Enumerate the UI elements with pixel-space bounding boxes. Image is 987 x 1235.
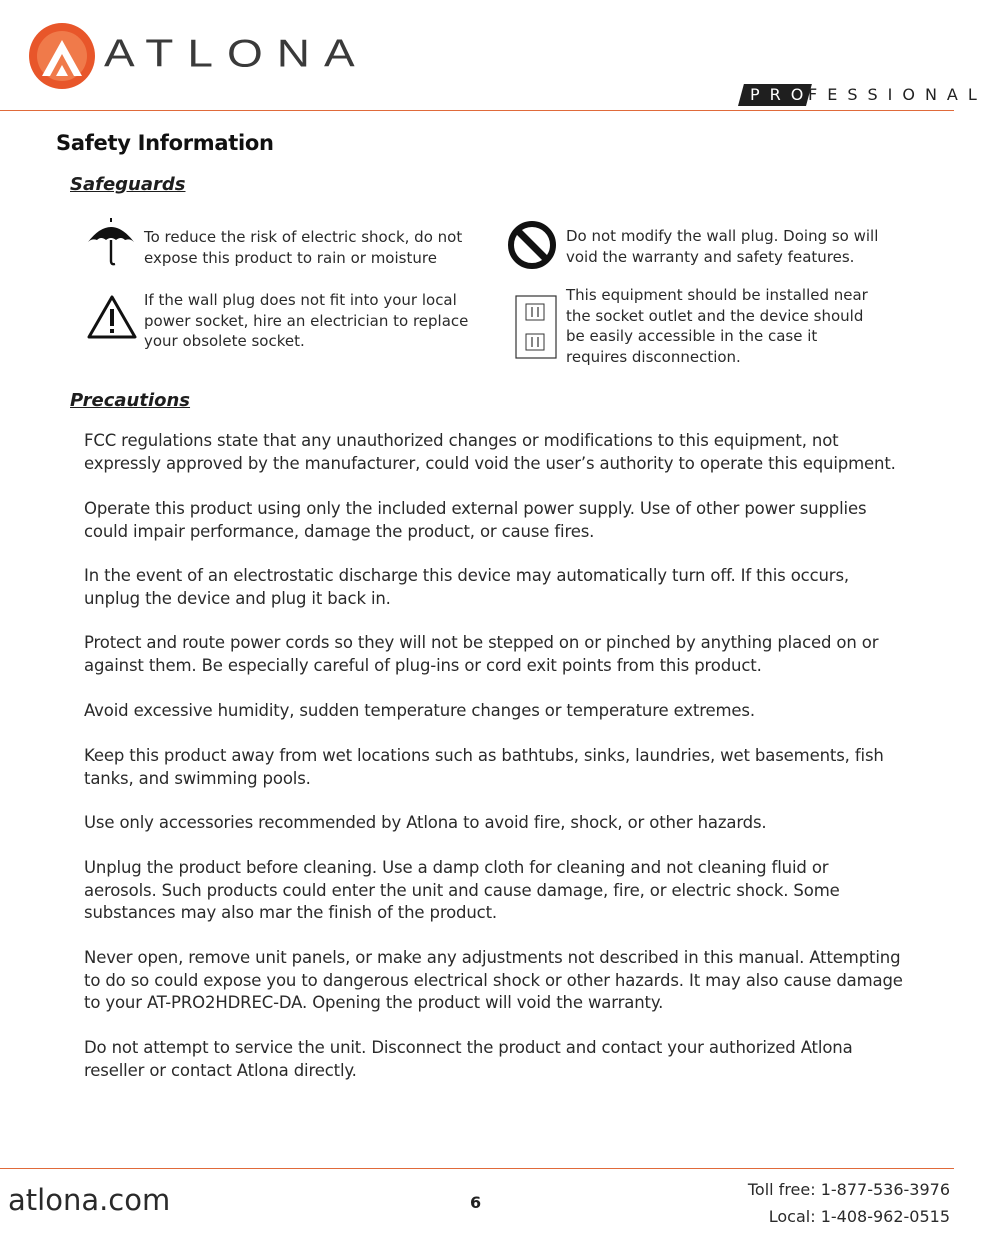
precaution-paragraph: In the event of an electrostatic discharge this device may automatically turn off. If this occurs, unplug the device and plug it back in. — [84, 566, 849, 608]
safeguard-socket-text: If the wall plug does not fit into your local power socket, hire an electrician to replace your obsolete socket. — [144, 291, 469, 350]
page-number: 6 — [470, 1193, 482, 1212]
no-entry-icon — [507, 220, 557, 270]
footer-divider — [0, 1168, 954, 1169]
safeguards-heading: Safeguards — [70, 174, 186, 195]
header-divider — [0, 110, 954, 111]
precaution-paragraph: Operate this product using only the included external power supply. Use of other power supplies could impair performance, damage the product, or cause fires. — [84, 499, 867, 541]
footer-website: atlona.com — [8, 1183, 171, 1217]
warning-icon — [86, 294, 138, 340]
precaution-paragraph: Avoid excessive humidity, sudden temperature changes or temperature extremes. — [84, 701, 755, 720]
local-phone: Local: 1-408-962-0515 — [768, 1207, 950, 1226]
safeguard-rain-text: To reduce the risk of electric shock, do not expose this product to rain or moisture — [144, 228, 463, 267]
precaution-paragraph: Do not attempt to service the unit. Disconnect the product and contact your authorized Atlona reseller or contact Atlona directly. — [84, 1038, 853, 1080]
atlona-logo-mark-icon — [20, 18, 100, 98]
fessional-label: FESSIONAL — [808, 85, 987, 104]
precaution-paragraph: FCC regulations state that any unauthorized changes or modifications to this equipment, not expressly approved by the manufacturer, could void the user’s authority to operate this equipment. — [84, 431, 896, 473]
precaution-paragraph: Never open, remove unit panels, or make any adjustments not described in this manual. Attempting to do so could expose you to dangerous electrical shock or other hazards. It may also cause damage to your AT-PRO2HDREC-DA. Opening the product will void the warranty. — [84, 948, 903, 1012]
page-title: Safety Information — [56, 131, 274, 155]
precaution-paragraph: Use only accessories recommended by Atlona to avoid fire, shock, or other hazards. — [84, 813, 767, 832]
safeguard-wall-plug-text: Do not modify the wall plug. Doing so will void the warranty and safety features. — [566, 227, 879, 266]
toll-free-phone: Toll free: 1-877-536-3976 — [747, 1180, 950, 1199]
pro-label: PRO — [750, 85, 814, 104]
outlet-icon — [515, 295, 557, 359]
brand-wordmark: ATLONA — [104, 30, 369, 76]
umbrella-icon — [86, 218, 136, 268]
precaution-paragraph: Unplug the product before cleaning. Use a damp cloth for cleaning and not cleaning fluid or aerosols. Such products could enter the unit and cause damage, fire, or electric shock. Some substances may also mar the finish of the product. — [84, 858, 840, 922]
precaution-paragraph: Protect and route power cords so they will not be stepped on or pinched by anything placed on or against them. Be especially careful of plug-ins or cord exit points from this product. — [84, 633, 879, 675]
precaution-paragraph: Keep this product away from wet locations such as bathtubs, sinks, laundries, wet basements, fish tanks, and swimming pools. — [84, 746, 884, 788]
safeguard-outlet-text: This equipment should be installed near the socket outlet and the device should be easily accessible in the case it requires disconnection. — [566, 286, 868, 366]
precautions-heading: Precautions — [70, 390, 191, 411]
